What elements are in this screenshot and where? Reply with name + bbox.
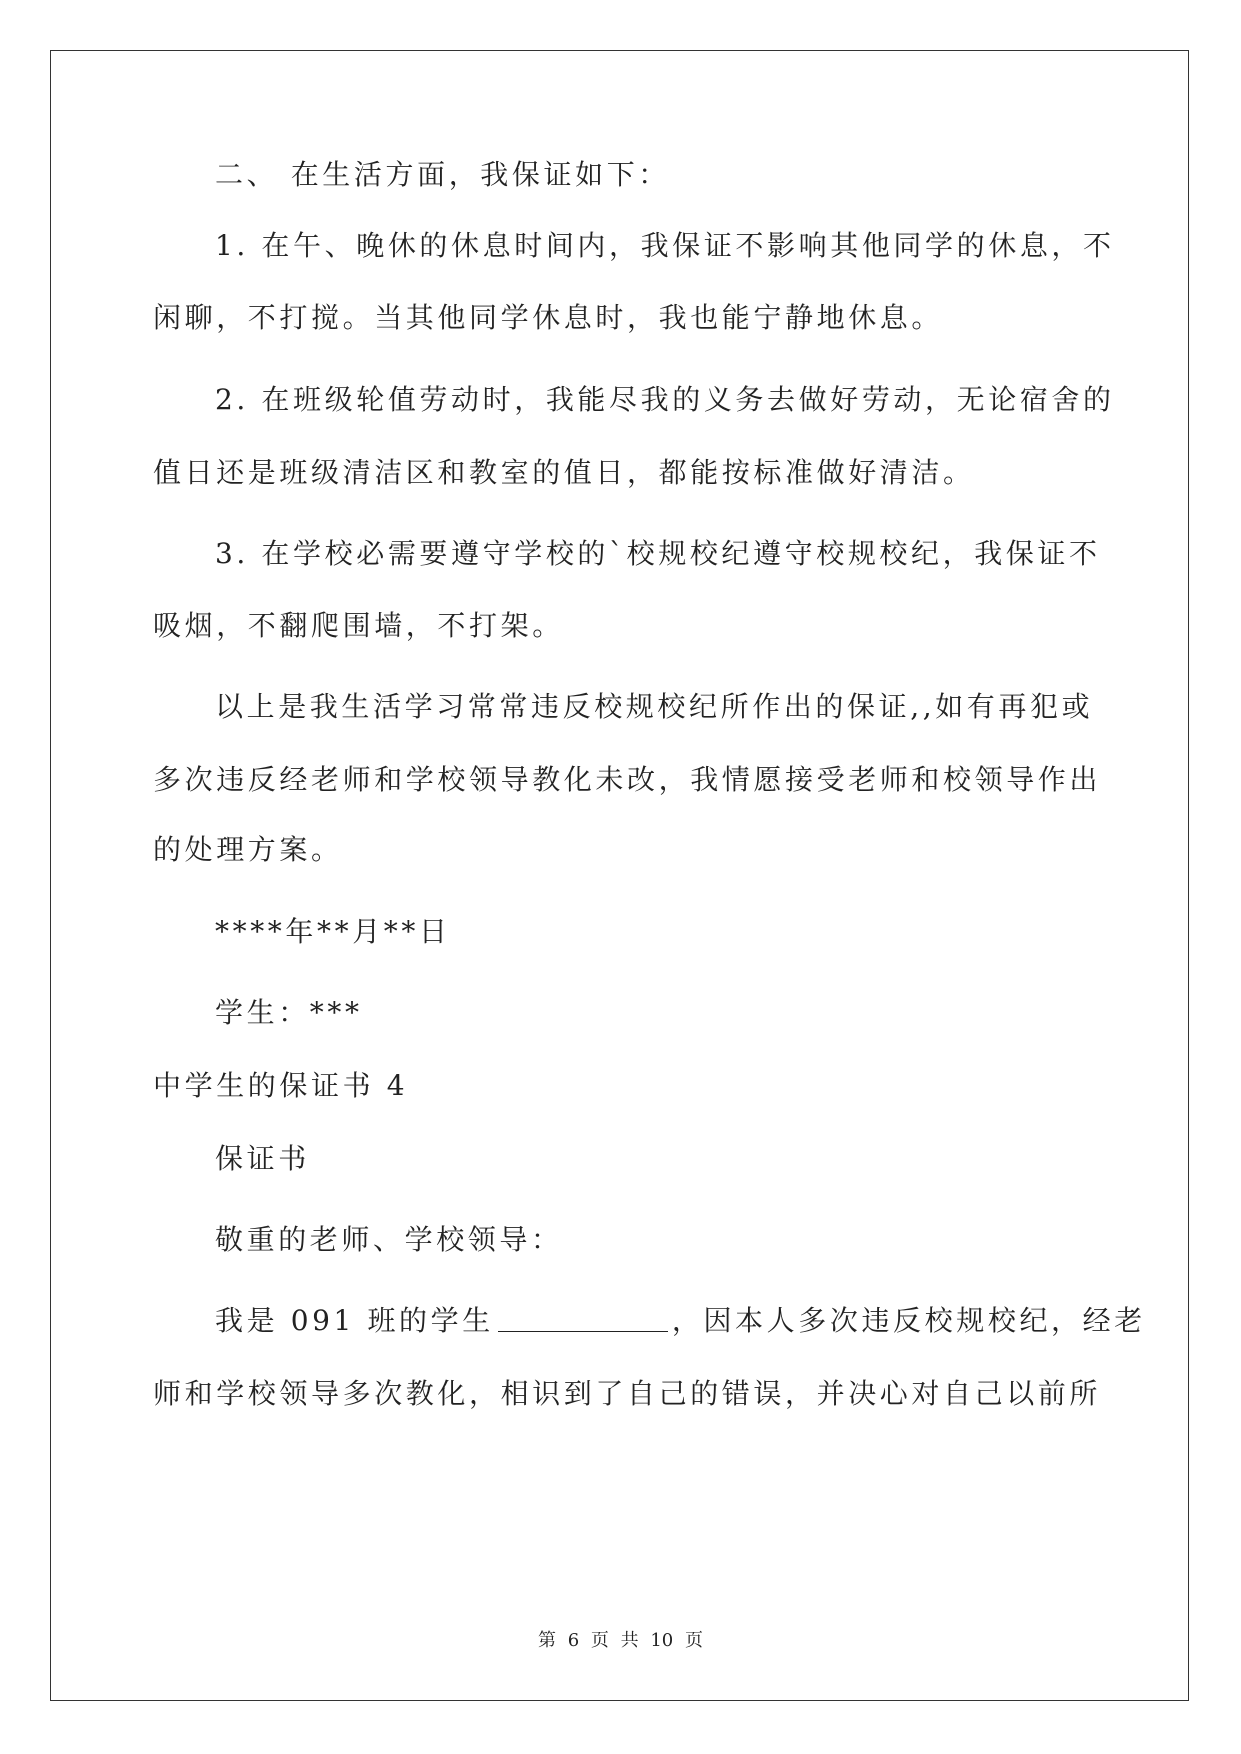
date-line: ****年**月**日: [215, 915, 451, 948]
student-line: 学生：***: [215, 996, 363, 1029]
text-line: 吸烟，不翻爬围墙，不打架。: [153, 609, 564, 642]
page-footer: 第 6 页 共 10 页: [538, 1630, 703, 1651]
text-line: 闲聊，不打搅。当其他同学休息时，我也能宁静地休息。: [153, 301, 944, 334]
salutation: 敬重的老师、学校领导：: [215, 1223, 563, 1256]
text-line: [215, 1304, 1146, 1338]
doc-title: 保证书: [215, 1142, 310, 1175]
text-line: 师和学校领导多次教化，相识到了自己的错误，并决心对自己以前所: [153, 1377, 1102, 1410]
text-segment: 我是 091 班的学生: [215, 1304, 494, 1337]
text-line: 3. 在学校必需要遵守学校的`校规校纪遵守校规校纪，我保证不: [215, 537, 1101, 570]
text-line: 1. 在午、晚休的休息时间内，我保证不影响其他同学的休息，不: [215, 229, 1115, 262]
text-line: 多次违反经老师和学校领导教化未改，我情愿接受老师和校领导作出: [153, 763, 1102, 796]
page-frame: [50, 50, 1189, 1701]
text-line: 以上是我生活学习常常违反校规校纪所作出的保证,,如有再犯或: [215, 690, 1094, 723]
name-blank: [498, 1305, 668, 1332]
text-line: 值日还是班级清洁区和教室的值日，都能按标准做好清洁。: [153, 456, 975, 489]
section-title: 中学生的保证书 4: [153, 1069, 409, 1102]
text-segment: ，因本人多次违反校规校纪，经老: [671, 1304, 1146, 1337]
text-line: 的处理方案。: [153, 833, 343, 866]
text-line: 2. 在班级轮值劳动时，我能尽我的义务去做好劳动，无论宿舍的: [215, 383, 1115, 416]
text-line: 二、 在生活方面，我保证如下：: [215, 158, 670, 191]
